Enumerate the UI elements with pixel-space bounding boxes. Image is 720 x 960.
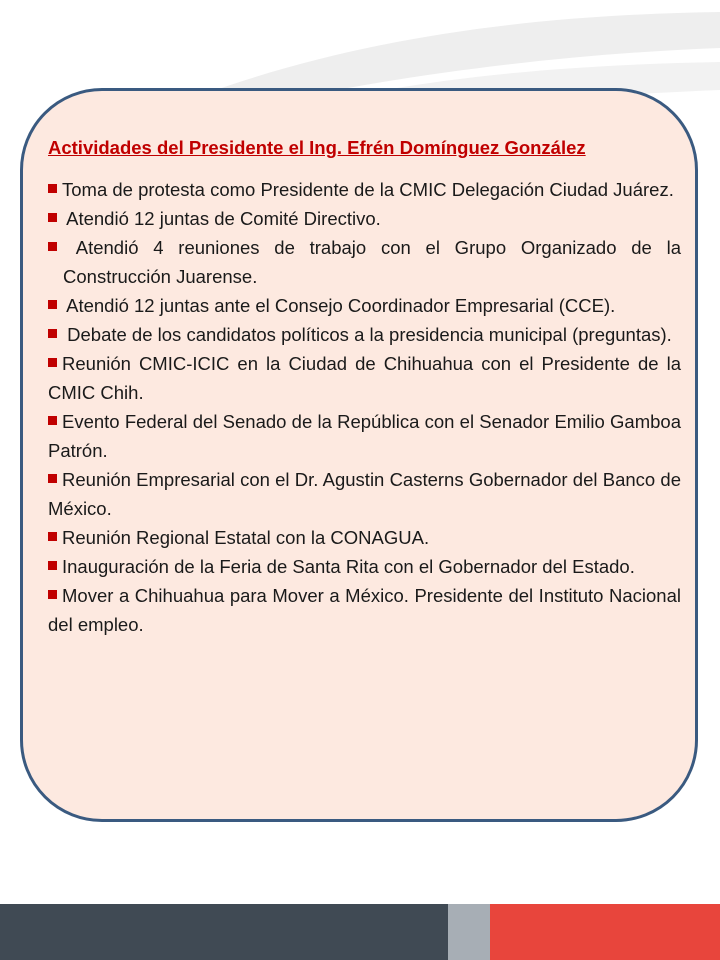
square-bullet-icon [48, 184, 57, 193]
activities-card [20, 88, 698, 822]
square-bullet-icon [48, 561, 57, 570]
list-item: Reunión CMIC-ICIC en la Ciudad de Chihuahua con el Presidente de la CMIC Chih. [48, 353, 681, 403]
list-item: Atendió 12 juntas de Comité Directivo. [48, 204, 681, 233]
list-item: Mover a Chihuahua para Mover a México. Presidente del Instituto Nacional del empleo. [48, 585, 681, 635]
square-bullet-icon [48, 532, 57, 541]
square-bullet-icon [48, 213, 57, 222]
list-item: Debate de los candidatos políticos a la presidencia municipal (preguntas). [48, 320, 681, 349]
square-bullet-icon [48, 300, 57, 309]
activities-list [48, 175, 681, 639]
square-bullet-icon [48, 416, 57, 425]
footer-bar-red [490, 904, 720, 960]
footer-bar-dark [0, 904, 448, 960]
square-bullet-icon [48, 242, 57, 251]
square-bullet-icon [48, 329, 57, 338]
square-bullet-icon [48, 358, 57, 367]
square-bullet-icon [48, 590, 57, 599]
list-item: Reunión Regional Estatal con la CONAGUA. [48, 523, 681, 552]
list-item: Reunión Empresarial con el Dr. Agustin Casterns Gobernador del Banco de México. [48, 469, 681, 519]
list-item: Inauguración de la Feria de Santa Rita con el Gobernador del Estado. [48, 552, 681, 581]
list-item: Atendió 4 reuniones de trabajo con el Grupo Organizado de la Construcción Juarense. [48, 233, 681, 291]
slide-title: Actividades del Presidente el Ing. Efrén Domínguez González [48, 137, 586, 158]
footer-bar-gray [448, 904, 490, 960]
square-bullet-icon [48, 474, 57, 483]
list-item: Atendió 12 juntas ante el Consejo Coordinador Empresarial (CCE). [48, 291, 681, 320]
list-item: Evento Federal del Senado de la República con el Senador Emilio Gamboa Patrón. [48, 411, 681, 461]
list-item: Toma de protesta como Presidente de la CMIC Delegación Ciudad Juárez. [48, 175, 681, 204]
